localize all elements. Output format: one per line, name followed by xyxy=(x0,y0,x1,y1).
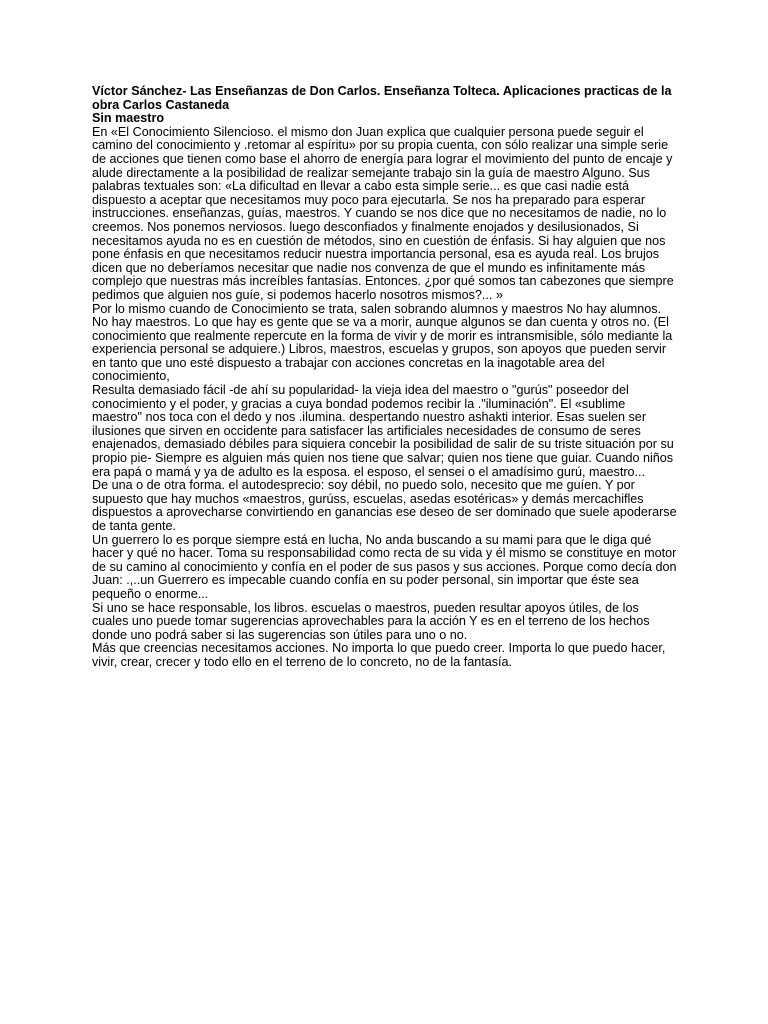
paragraph: En «El Conocimiento Silencioso. el mismo don Juan explica que cualquier persona puede seguir el camino del conocimiento y .retomar al espíritu» por su propia cuenta, con sólo realizar una simple serie de acciones que tienen como base el ahorro de energía para lograr el movimiento del punto de encaje y alude directamente a la posibilidad de realizar semejante trabajo sin la guía de maestro Alguno. Sus palabras textuales son: «La dificultad en llevar a cabo esta simple serie... es que casi nadie está dispuesto a aceptar que necesitamos muy poco para ejecutarla. Se nos ha preparado para esperar instrucciones. enseñanzas, guías, maestros. Y cuando se nos dice que no necesitamos de nadie, no lo creemos. Nos ponemos nerviosos. luego desconfiados y finalmente enojados y desilusionados, Si necesitamos ayuda no es en cuestión de métodos, sino en cuestión de énfasis. Si hay alguien que nos pone énfasis en que necesitamos reducir nuestra importancia personal, esa es ayuda real. Los brujos dicen que no deberíamos necesitar que nadie nos convenza de que el mundo es infinitamente más complejo que nuestras más increíbles fantasías. Entonces. ¿por qué somos tan cabezones que siempre pedimos que alguien nos guíe, si podemos hacerlo nosotros mismos?... » xyxy=(92,124,674,302)
paragraph: De una o de otra forma. el autodesprecio: soy débil, no puedo solo, necesito que me guíen. Y por supuesto que hay muchos «maestros, gurúss, escuelas, asedas esotéricas» y demás mercachifles dispuestos a aprovecharse convirtiendo en ganancias ese deseo de ser dominado que suele apoderarse de tanta gente. xyxy=(92,478,677,533)
paragraph: Por lo mismo cuando de Conocimiento se trata, salen sobrando alumnos y maestros No hay alumnos. No hay maestros. Lo que hay es gente que se va a morir, aunque algunos se dan cuenta y otros no. (El conocimiento que realmente repercute en la forma de vivir y de morir es intransmisible, sólo mediante la experiencia personal se adquiere.) Libros, maestros, escuelas y grupos, son apoyos que pueden servir en tanto que uno esté dispuesto a trabajar con acciones concretas en la inagotable area del conocimiento, xyxy=(92,301,673,384)
paragraph: Resulta demasiado fácil -de ahí su popularidad- la vieja idea del maestro o "gurús" poseedor del conocimiento y el poder, y gracias a cuya bondad podemos recibir la ."iluminación". El «sublime maestro" nos toca con el dedo y nos .ilumina. despertando nuestro ashakti interior. Esas suelen ser ilusiones que sirven en occidente para satisfacer las artificiales necesidades de consumo de seres enajenados, demasiado débiles para siquiera concebir la posibilidad de salir de su triste situación por su propio pie- Siempre es alguien más quien nos tiene que salvar; quien nos tiene que guiar. Cuando niños era papá o mamá y ya de adulto es la esposa. el esposo, el sensei o el amadísimo gurú, maestro... xyxy=(92,383,674,479)
document-page xyxy=(92,85,678,670)
paragraph: Si uno se hace responsable, los libros. escuelas o maestros, pueden resultar apoyos útiles, de los cuales uno puede tomar sugerencias aprovechables para la acción Y es en el terreno de los hechos donde uno podrá saber si las sugerencias son útiles para uno o no. xyxy=(92,600,650,642)
paragraph: Un guerrero lo es porque siempre está en lucha, No anda buscando a su mami para que le diga qué hacer y qué no hacer. Toma su responsabilidad como recta de su vida y él mismo se constituye en motor de su camino al conocimiento y confía en el poder de sus pasos y sus acciones. Porque como decía don Juan: .,..un Guerrero es impecable cuando confía en su poder personal, sin importar que éste sea pequeño o enorme... xyxy=(92,532,677,601)
paragraph: Más que creencias necesitamos acciones. No importa lo que puedo creer. Importa lo que puedo hacer, vivir, crear, crecer y todo ello en el terreno de lo concreto, no de la fantasía. xyxy=(92,641,666,669)
section-heading: Sin maestro xyxy=(92,111,165,126)
document-title: Víctor Sánchez- Las Enseñanzas de Don Carlos. Enseñanza Tolteca. Aplicaciones practicas de la obra Carlos Castaneda xyxy=(92,84,672,112)
